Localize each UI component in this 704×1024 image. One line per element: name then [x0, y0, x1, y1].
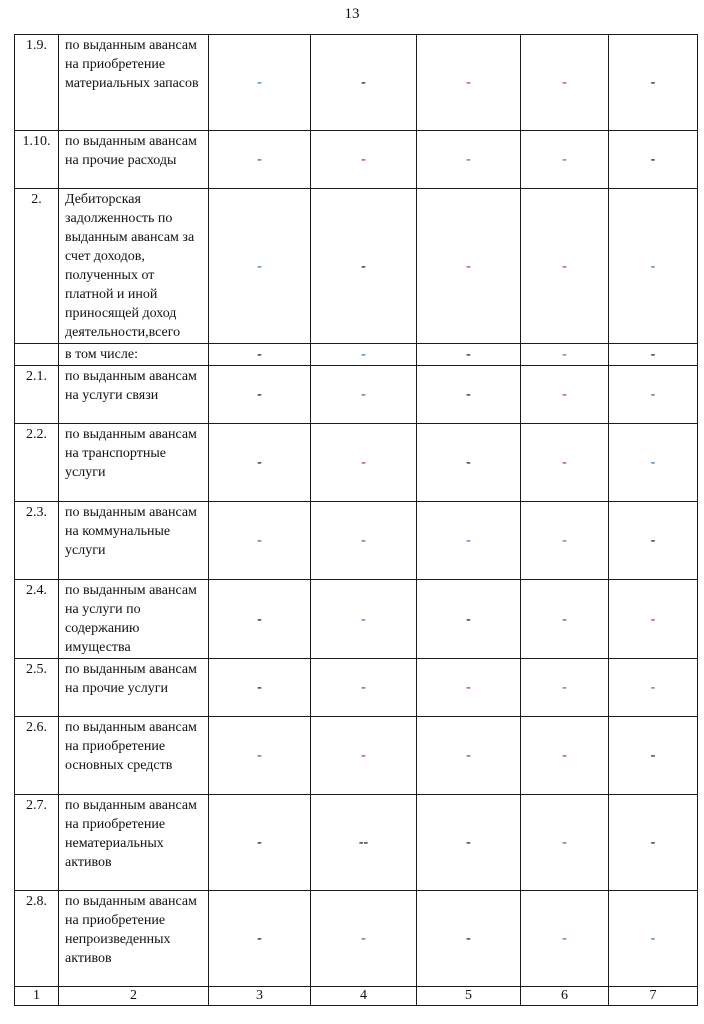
- value-cell: [417, 344, 521, 366]
- value-cell: [311, 717, 417, 795]
- value-cell: [209, 717, 311, 795]
- value-cell: [417, 891, 521, 987]
- row-number: 2.1.: [15, 366, 59, 424]
- cell-value: -: [257, 611, 262, 627]
- column-number: 1: [15, 987, 59, 1006]
- value-cell: [417, 35, 521, 131]
- value-cell: [609, 424, 698, 502]
- value-cell: [209, 189, 311, 344]
- value-cell: [521, 717, 609, 795]
- cell-value: -: [650, 931, 656, 946]
- row-number: 2.2.: [15, 424, 59, 502]
- cell-value: -: [650, 258, 656, 274]
- value-cell: [609, 659, 698, 717]
- value-cell: [311, 424, 417, 502]
- cell-value: -: [650, 455, 656, 470]
- table-body: [15, 35, 698, 987]
- column-number: 7: [609, 987, 698, 1006]
- value-cell: [311, 189, 417, 344]
- row-label: по выданным авансам на услуги связи: [59, 366, 209, 424]
- value-cell: [209, 580, 311, 659]
- value-cell: [209, 891, 311, 987]
- cell-value: -: [562, 455, 567, 470]
- row-label: по выданным авансам на прочие расходы: [59, 131, 209, 189]
- value-cell: [609, 891, 698, 987]
- value-cell: [209, 424, 311, 502]
- row-number: 2.4.: [15, 580, 59, 659]
- value-cell: [311, 502, 417, 580]
- cell-value: -: [562, 748, 567, 763]
- cell-value: -: [466, 258, 471, 274]
- cell-value: -: [562, 152, 567, 167]
- cell-value: -: [562, 75, 567, 90]
- value-cell: [521, 891, 609, 987]
- value-cell: [609, 35, 698, 131]
- value-cell: [521, 502, 609, 580]
- row-number: 2.6.: [15, 717, 59, 795]
- row-label: по выданным авансам на приобретение материальных запасов: [59, 35, 209, 131]
- row-label: Дебиторская задолженность по выданным авансам за счет доходов, полученных от платной и иной приносящей доход деятельности,всего: [59, 189, 209, 344]
- cell-value: -: [257, 258, 262, 274]
- column-number: 4: [311, 987, 417, 1006]
- value-cell: [521, 189, 609, 344]
- column-number: 2: [59, 987, 209, 1006]
- column-number-row: [15, 987, 698, 1006]
- cell-value: -: [361, 680, 366, 695]
- value-cell: [417, 795, 521, 891]
- cell-value: -: [361, 387, 366, 402]
- row-label: по выданным авансам на коммунальные услуги: [59, 502, 209, 580]
- value-cell: [311, 131, 417, 189]
- cell-value: -: [361, 533, 366, 548]
- value-cell: [311, 35, 417, 131]
- cell-value: -: [650, 835, 656, 850]
- row-number: 2.: [15, 189, 59, 344]
- cell-value: -: [562, 533, 567, 548]
- value-cell: [609, 344, 698, 366]
- cell-value: -: [257, 152, 262, 167]
- value-cell: [521, 131, 609, 189]
- cell-value: -: [257, 931, 262, 946]
- row-number: 1.9.: [15, 35, 59, 131]
- cell-value: -: [650, 748, 656, 763]
- cell-value: -: [466, 75, 471, 90]
- value-cell: [609, 189, 698, 344]
- cell-value: -: [466, 680, 471, 695]
- column-number: 6: [521, 987, 609, 1006]
- cell-value: -: [361, 258, 366, 274]
- cell-value: -: [361, 75, 366, 90]
- cell-value: -: [650, 533, 656, 548]
- cell-value: -: [562, 611, 567, 627]
- column-number: 5: [417, 987, 521, 1006]
- table-row: [15, 35, 698, 131]
- value-cell: [417, 659, 521, 717]
- row-label: по выданным авансам на приобретение нематериальных активов: [59, 795, 209, 891]
- value-cell: [609, 795, 698, 891]
- cell-value: -: [361, 455, 366, 470]
- value-cell: [521, 344, 609, 366]
- value-cell: [209, 502, 311, 580]
- cell-value: -: [361, 931, 366, 946]
- value-cell: [417, 189, 521, 344]
- cell-value: -: [650, 152, 656, 167]
- value-cell: [311, 795, 417, 891]
- value-cell: [417, 131, 521, 189]
- cell-value: -: [562, 680, 567, 695]
- table-row: [15, 189, 698, 344]
- table-row: [15, 891, 698, 987]
- cell-value: -: [466, 455, 471, 470]
- value-cell: [521, 659, 609, 717]
- cell-value: -: [650, 347, 656, 362]
- row-label: по выданным авансам на приобретение непроизведенных активов: [59, 891, 209, 987]
- cell-value: -: [257, 533, 262, 548]
- cell-value: -: [466, 152, 471, 167]
- value-cell: [609, 717, 698, 795]
- value-cell: [209, 366, 311, 424]
- cell-value: -: [257, 75, 262, 90]
- row-label: по выданным авансам на услуги по содержанию имущества: [59, 580, 209, 659]
- row-number: 2.5.: [15, 659, 59, 717]
- table-row: [15, 131, 698, 189]
- value-cell: [417, 366, 521, 424]
- cell-value: -: [466, 533, 471, 548]
- table-row: [15, 366, 698, 424]
- cell-value: -: [257, 387, 262, 402]
- cell-value: -: [650, 680, 656, 695]
- cell-value: -: [361, 152, 366, 167]
- column-number: 3: [209, 987, 311, 1006]
- receivables-table: [14, 34, 698, 1006]
- row-label: по выданным авансам на прочие услуги: [59, 659, 209, 717]
- value-cell: [209, 131, 311, 189]
- table-row: [15, 502, 698, 580]
- value-cell: [311, 580, 417, 659]
- cell-value: -: [466, 748, 471, 763]
- page-number: 13: [344, 6, 360, 22]
- cell-value: -: [562, 347, 567, 362]
- cell-value: -: [257, 835, 262, 850]
- table-row: [15, 795, 698, 891]
- value-cell: [209, 659, 311, 717]
- table-row: [15, 659, 698, 717]
- cell-value: -: [650, 75, 656, 90]
- row-number: 2.8.: [15, 891, 59, 987]
- value-cell: [521, 580, 609, 659]
- cell-value: -: [257, 748, 262, 763]
- value-cell: [311, 366, 417, 424]
- cell-value: -: [361, 748, 366, 763]
- value-cell: [311, 344, 417, 366]
- table-row: [15, 344, 698, 366]
- value-cell: [609, 131, 698, 189]
- value-cell: [609, 366, 698, 424]
- row-label: по выданным авансам на транспортные услуги: [59, 424, 209, 502]
- value-cell: [417, 424, 521, 502]
- cell-value: --: [358, 835, 369, 850]
- row-number: 2.3.: [15, 502, 59, 580]
- value-cell: [311, 659, 417, 717]
- cell-value: -: [361, 611, 366, 627]
- table-row: [15, 424, 698, 502]
- value-cell: [521, 35, 609, 131]
- row-label: по выданным авансам на приобретение основных средств: [59, 717, 209, 795]
- value-cell: [209, 795, 311, 891]
- cell-value: -: [562, 931, 567, 946]
- cell-value: -: [650, 611, 656, 627]
- cell-value: -: [257, 680, 262, 695]
- cell-value: -: [466, 347, 471, 362]
- cell-value: -: [361, 347, 366, 362]
- value-cell: [609, 502, 698, 580]
- cell-value: -: [257, 347, 262, 362]
- value-cell: [521, 795, 609, 891]
- value-cell: [209, 344, 311, 366]
- row-label: в том числе:: [59, 344, 209, 366]
- value-cell: [521, 424, 609, 502]
- cell-value: -: [466, 835, 471, 850]
- row-number: [15, 344, 59, 366]
- value-cell: [521, 366, 609, 424]
- value-cell: [209, 35, 311, 131]
- value-cell: [417, 580, 521, 659]
- value-cell: [311, 891, 417, 987]
- value-cell: [417, 502, 521, 580]
- cell-value: -: [650, 387, 656, 402]
- row-number: 1.10.: [15, 131, 59, 189]
- cell-value: -: [562, 835, 567, 850]
- cell-value: -: [257, 455, 262, 470]
- cell-value: -: [562, 258, 567, 274]
- value-cell: [417, 717, 521, 795]
- row-number: 2.7.: [15, 795, 59, 891]
- cell-value: -: [466, 387, 471, 402]
- value-cell: [609, 580, 698, 659]
- cell-value: -: [466, 931, 471, 946]
- table-row: [15, 717, 698, 795]
- cell-value: -: [562, 387, 567, 402]
- table-row: [15, 580, 698, 659]
- cell-value: -: [466, 611, 471, 627]
